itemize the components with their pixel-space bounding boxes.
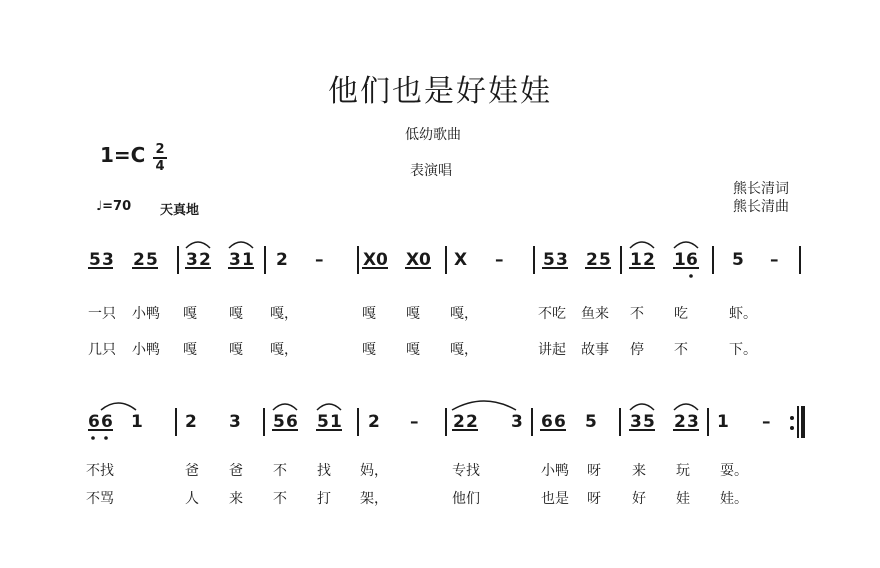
note: 6 — [101, 412, 113, 432]
expression-marking: 天真地 — [160, 203, 200, 218]
lyric: 人 — [185, 491, 199, 507]
note: 1 — [674, 250, 686, 270]
note: 2 — [185, 412, 197, 432]
lyric: 嘎 — [229, 306, 243, 322]
lyric: 嘎， — [450, 306, 478, 322]
note: 5 — [89, 250, 101, 270]
lyric: 耍。 — [720, 463, 748, 479]
lyric: 虾。 — [729, 306, 757, 322]
lyric: 小鸭 — [541, 463, 569, 479]
lyric: 嘎 — [362, 306, 376, 322]
lyric: 小鸭 — [132, 306, 160, 322]
note: 6 — [88, 412, 100, 432]
note: 6 — [554, 412, 566, 432]
lyric: 嘎， — [450, 342, 478, 358]
note: 5 — [543, 250, 555, 270]
lyric: 好 — [632, 491, 646, 507]
rest: 0 — [376, 250, 388, 270]
key-signature: 1=C — [100, 143, 146, 167]
note: 1 — [330, 412, 342, 432]
lyric: 不吃 — [538, 306, 566, 322]
rest: 0 — [419, 250, 431, 270]
lyric: 嘎 — [183, 306, 197, 322]
lyric: 架， — [360, 491, 388, 507]
lyric: 他们 — [452, 491, 480, 507]
note: 3 — [511, 412, 523, 432]
note: X — [406, 250, 420, 270]
note: 2 — [466, 412, 478, 432]
lyric: 嘎 — [362, 342, 376, 358]
lyric: 不 — [273, 491, 287, 507]
performance-style: 表演唱 — [410, 163, 452, 179]
lyric: 嘎 — [406, 342, 420, 358]
note: 2 — [674, 412, 686, 432]
lyric: 停 — [630, 342, 644, 358]
lyric: 爸 — [185, 463, 199, 479]
note: 2 — [276, 250, 288, 270]
dash: – — [315, 250, 324, 270]
note: 2 — [368, 412, 380, 432]
note: 5 — [585, 412, 597, 432]
note: 3 — [556, 250, 568, 270]
time-signature-top: 2 — [155, 142, 165, 157]
lyric: 来 — [229, 491, 243, 507]
note: 5 — [146, 250, 158, 270]
note: 3 — [687, 412, 699, 432]
lyric: 下。 — [729, 342, 757, 358]
lyric: 玩 — [676, 463, 690, 479]
note: 2 — [586, 250, 598, 270]
time-signature-bottom: 4 — [155, 159, 165, 174]
lyric: 故事 — [581, 342, 609, 358]
lyric: 也是 — [541, 491, 569, 507]
note: 5 — [643, 412, 655, 432]
lyric: 爸 — [229, 463, 243, 479]
song-subtitle: 低幼歌曲 — [405, 127, 461, 143]
lyric: 鱼来 — [581, 306, 609, 322]
note: 1 — [630, 250, 642, 270]
note: 1 — [131, 412, 143, 432]
lyric: 呀 — [587, 463, 601, 479]
note: 3 — [229, 250, 241, 270]
lyric: 专找 — [452, 463, 480, 479]
lyric: 嘎 — [229, 342, 243, 358]
lyric: 吃 — [674, 306, 688, 322]
lyric: 娃 — [676, 491, 690, 507]
lyric: 一只 — [88, 306, 116, 322]
lyricist-credit: 熊长清词 — [733, 181, 789, 197]
note: 2 — [453, 412, 465, 432]
note: 3 — [229, 412, 241, 432]
note: X — [363, 250, 377, 270]
dash: – — [495, 250, 504, 270]
note: 5 — [732, 250, 744, 270]
note: 3 — [186, 250, 198, 270]
note: X — [454, 250, 468, 270]
lyric: 娃。 — [720, 491, 748, 507]
dash: – — [410, 412, 419, 432]
note: 6 — [541, 412, 553, 432]
dash: – — [762, 412, 771, 432]
note: 1 — [242, 250, 254, 270]
lyric: 妈， — [360, 463, 388, 479]
composer-credit: 熊长清曲 — [733, 199, 789, 215]
lyric: 打 — [317, 491, 331, 507]
lyric: 嘎 — [406, 306, 420, 322]
note: 3 — [102, 250, 114, 270]
lyric: 不 — [630, 306, 644, 322]
note: 2 — [133, 250, 145, 270]
note: 5 — [317, 412, 329, 432]
tempo-marking: ♩=70 — [96, 199, 132, 214]
lyric: 嘎， — [270, 306, 298, 322]
lyric: 呀 — [587, 491, 601, 507]
lyric: 几只 — [88, 342, 116, 358]
lyric: 不骂 — [86, 491, 114, 507]
note: 5 — [273, 412, 285, 432]
lyric: 嘎， — [270, 342, 298, 358]
dash: – — [770, 250, 779, 270]
lyric: 小鸭 — [132, 342, 160, 358]
note: 2 — [643, 250, 655, 270]
lyric: 不 — [273, 463, 287, 479]
note: 5 — [599, 250, 611, 270]
lyric: 不找 — [86, 463, 114, 479]
note: 3 — [630, 412, 642, 432]
lyric: 不 — [674, 342, 688, 358]
note: 2 — [199, 250, 211, 270]
lyric: 找 — [317, 463, 331, 479]
lyric: 嘎 — [183, 342, 197, 358]
song-title: 他们也是好娃娃 — [328, 74, 552, 109]
note: 6 — [286, 412, 298, 432]
lyric: 来 — [632, 463, 646, 479]
lyric: 讲起 — [538, 342, 566, 358]
note: 6 — [686, 250, 698, 270]
note: 1 — [717, 412, 729, 432]
